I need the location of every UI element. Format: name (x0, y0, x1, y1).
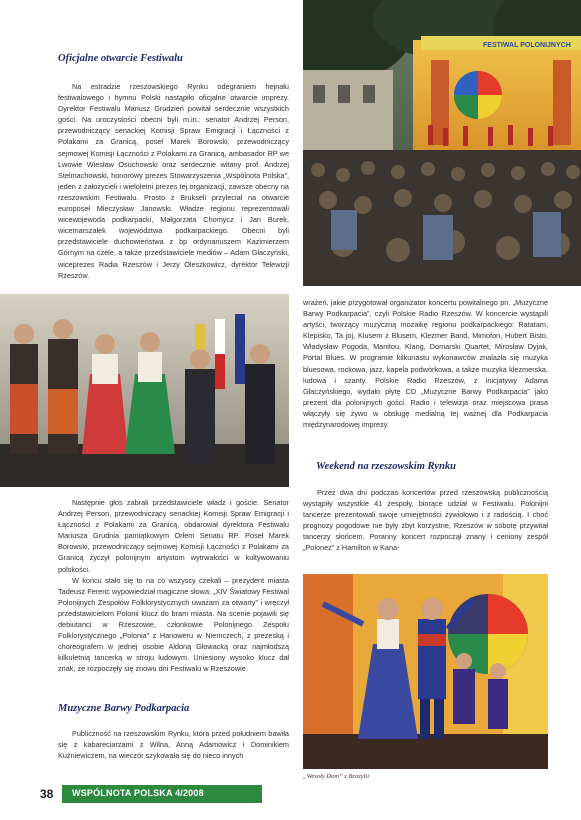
paragraph: Następnie głos zabrali przedstawiciele władz i goście. Senator Andrzej Person, przewodniczący senackiej Komisji Spraw Emigracji i Łączności z Polakami za Granicą, obdarował dyrektora Festiwalu Mariusza Grudnia pamiątkowym Orłem Senatu RP. Poseł Marek Borowski, przewodniczący sejmowej Komisji Łączności z Polakami za Granicą życzył polonijnym artystom wytrwałości w kultywowaniu polskości. (58, 498, 289, 574)
heading-official-opening: Oficjalne otwarcie Festiwalu (58, 53, 183, 64)
paragraph: wrażeń, jakie przygotował organizator koncertu powitalnego pn. „Muzyczne Barwy Podkarpacia”, czyli Polskie Radio Rzeszów. W koncercie wystąpili artyści, tworzący muzyczną mozaikę regionu podkarpackiego: Ratatam, Klepisko, Ta joj, Klusem z Blusem, Klezmer Band, Mimofon, Hubert Bisto, Władysław Pogoda, Manitou, Klang, Domarski Quartet, Mirosław Dyjak, Portal Blues. W programie kilkunastu wykonawców znalazła się muzyka bluesowa, rockowa, jazz, kapela podwórkowa, a także muzyka klezmerska, ludowa i szanty. Polskie Radio Rzeszów, z inicjatywy Adama Głaczyńskiego, wydało płytę CD „Muzyczne Barwy Podkarpacia” jako prezent dla polonijnych gości. Radio i telewizja oraz miejscowa prasa włączyły się żywo w obsługę medialną tej ważnej dla Podkarpacia międzynarodowej imprezy. (303, 298, 548, 430)
photo-officials-and-dancers (0, 294, 289, 487)
paragraph: Na estradzie rzeszowskiego Rynku odegraniem hejnału festiwalowego i hymnu Polski nastąpiło oficjalne otwarcie imprezy. Dyrektor Festiwalu Mariusz Grudzień powitał serdecznie wszystkich gości. Na uroczystości obecni byli m.in.: senator Andrzej Person, przewodniczący senackiej Komisji Spraw Emigracji i Łączności z Polakami za Granicą, poseł Marek Borowski, przewodniczący sejmowej Komisji Łączności z Polakami za Granicą, ambasador RP we Lwowie Wiesław Osuchowski oraz serdecznie witany prof. Andrzej Stelmachowski, honorowy prezes Stowarzyszenia „Wspólnota Polska”, jeden z założycieli i wieloletni prezes tej organizacji, zawsze obecny na rzeszowskim Festiwalu. Prosto z Brukseli przyleciał na otwarcie europoseł Mieczysław Janowski. Władze regionu reprezentowali wicewojewoda podkarpacki, Małgorzata Chomycz i Jan Burek, wicemarszałek województwa podkarpackiego. Obecni byli przedstawiciele duchowieństwa z bp ordynariuszem Kazimierzem Górnym na czele, a także przedstawiciele mediów – Adam Głaczyński, wiceprezes Radia Rzeszów i Jerzy Oleszkowicz, dyrektor Telewizji Rzeszów. (58, 82, 289, 280)
magazine-title: WSPÓLNOTA POLSKA 4/2008 (72, 788, 204, 798)
article-column-1 (58, 81, 289, 281)
folk-dancers-image (303, 574, 548, 769)
photo-caption: „Wesoły Dom” z Brazylii (303, 773, 370, 780)
paragraph: Przez dwa dni podczas koncertów przed rzeszowską publicznością wystąpiły wszystkie 41 zespoły, biorące udział w Festiwalu. Polonijni tancerze prezentowali swoje umiejętności żywiołowo i z radością. I choć prognozy pogodowe nie były zbyt korzystne, Rzeszów w sobotę przywitał tancerzy słońcem. Poranny koncert rozpoczął znany i ceniony zespół „Polonez” z Hamilton w Kana- (303, 488, 548, 553)
photo-stage-crowd (303, 0, 581, 286)
footer-bar (62, 785, 262, 803)
paragraph: Publiczność na rzeszowskim Rynku, która przed południem bawiła się z kabareciarzami z Wilna, Anną Adamowicz i Dominikiem Kuźniewiczem, na wieczór szykowała się do nieco innych (58, 729, 289, 761)
stage-banner-text: FESTIWAL POLONIJNYCH (483, 42, 571, 49)
stage-crowd-image (303, 0, 581, 286)
article-column-2 (58, 497, 289, 675)
page-number: 38 (40, 787, 54, 801)
heading-music-colors: Muzyczne Barwy Podkarpacia (58, 703, 190, 714)
officials-dancers-image (0, 294, 289, 487)
article-column-5 (303, 487, 548, 554)
paragraph: W końcu stało się to na co wszyscy czekali – prezydent miasta Tadeusz Ferenc wypowiedział magiczne słowa: „XIV Światowy Festiwal Polonijnych Zespołów Folklorystycznych uważam za otwarty” i wręczył przedstawicielom Polonii klucz do bram miasta. Na scenie pojawili się debiutanci w Rzeszowie, członkowie Polonijnego Zespołu Folklorystycznego „Polonia” z Hanoweru w Niemczech, z prezeską i choreografem w jednej osobie Aldoną Głowacką oraz najmłodszą kilkuletnią tancerką w stroju ludowym. Uniesiony wysoko klucz dał znak, że rozpoczęły się znowu dni Festiwalu w Rzeszowie. (58, 575, 289, 674)
article-column-4 (303, 297, 548, 430)
photo-folk-dancers (303, 574, 548, 769)
article-column-3 (58, 728, 289, 761)
heading-weekend: Weekend na rzeszowskim Rynku (316, 461, 456, 472)
